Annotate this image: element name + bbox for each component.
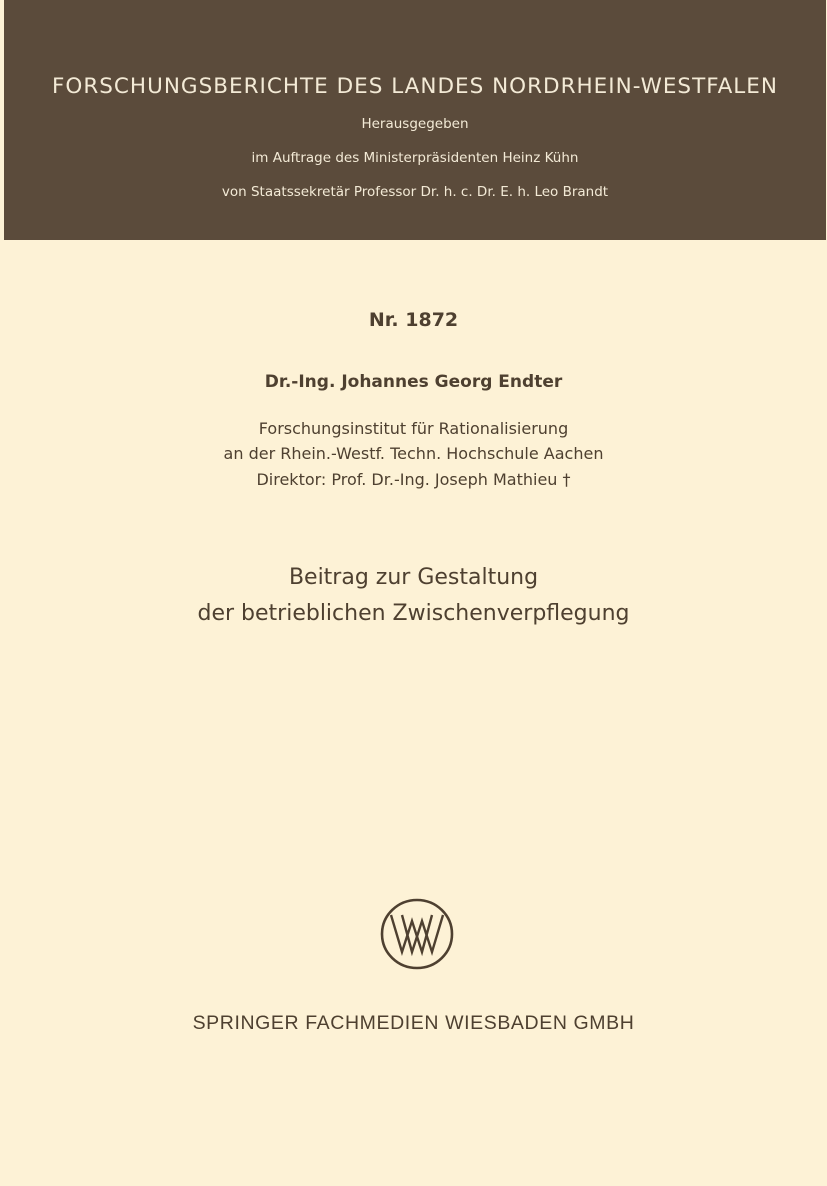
institute-line-3: Direktor: Prof. Dr.-Ing. Joseph Mathieu † xyxy=(256,470,571,489)
institute-line-2: an der Rhein.-Westf. Techn. Hochschule Aachen xyxy=(223,444,604,463)
editor-line-3: von Staatssekretär Professor Dr. h. c. Dr. E. h. Leo Brandt xyxy=(221,184,609,200)
series-header-band xyxy=(4,0,826,240)
volume-number: Nr. 1872 xyxy=(368,309,459,331)
editor-line-1: Herausgegeben xyxy=(361,116,469,132)
book-title-line-2: der betrieblichen Zwischenverpflegung xyxy=(197,601,630,626)
editor-line-2: im Auftrage des Ministerpräsidenten Heinz Kühn xyxy=(251,150,579,166)
publisher-name: SPRINGER FACHMEDIEN WIESBADEN GMBH xyxy=(192,1012,635,1034)
institute-line-1: Forschungsinstitut für Rationalisierung xyxy=(258,419,569,438)
book-title-line-1: Beitrag zur Gestaltung xyxy=(288,565,539,590)
series-title: FORSCHUNGSBERICHTE DES LANDES NORDRHEIN-WESTFALEN xyxy=(52,74,778,99)
author-name: Dr.-Ing. Johannes Georg Endter xyxy=(264,372,563,392)
publisher-logo-icon xyxy=(379,897,455,971)
